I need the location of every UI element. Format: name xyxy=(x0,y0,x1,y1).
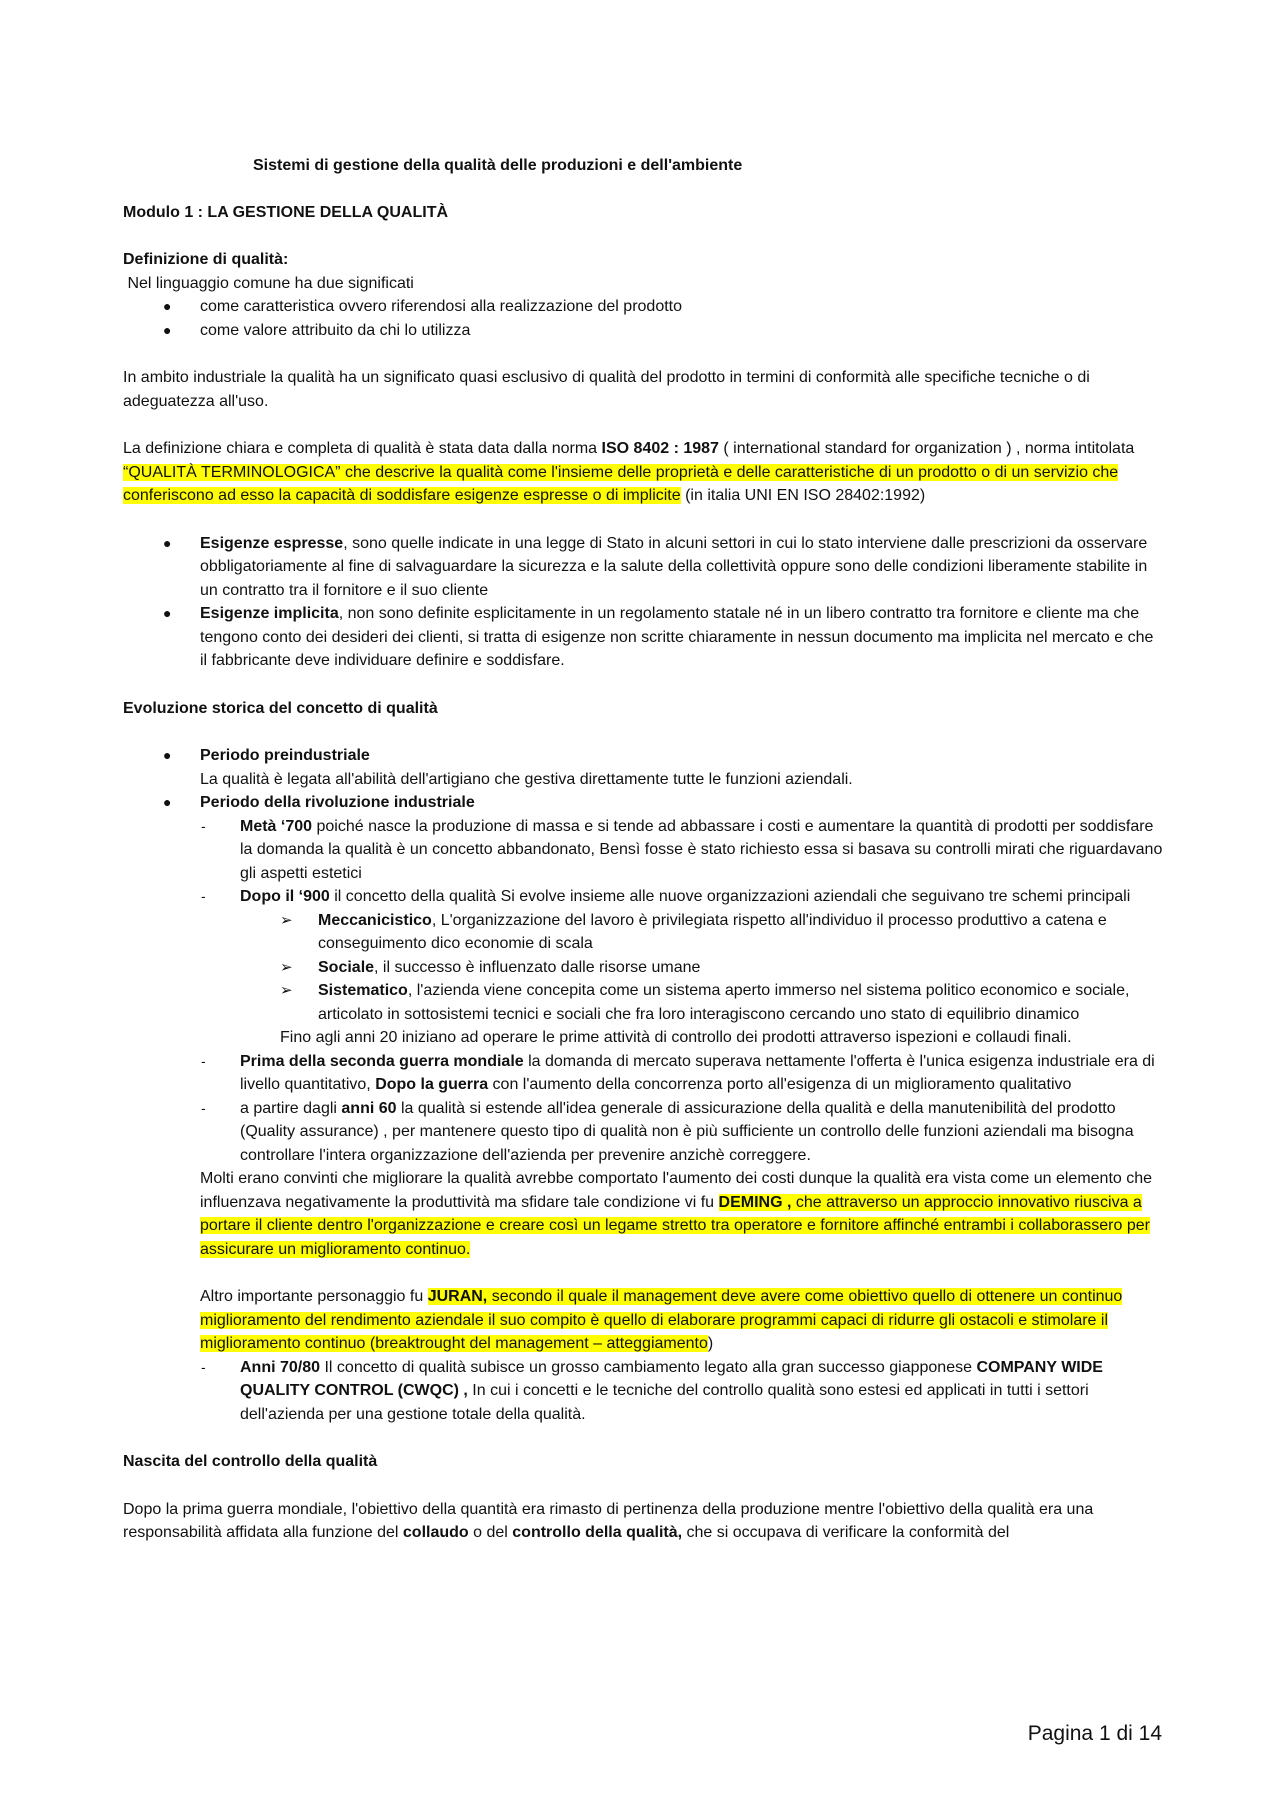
page-number: Pagina 1 di 14 xyxy=(1027,1722,1162,1745)
industrial-paragraph: In ambito industriale la qualità ha un significato quasi esclusivo di qualità del prodotto in termini di conformità alle specifiche tecniche o di adeguatezza all'uso. xyxy=(123,369,1090,410)
document-body xyxy=(123,154,1163,1545)
revolution-sublist-continued xyxy=(123,1050,1163,1168)
list-item: ➢ Sistematico, l'azienda viene concepita come un sistema aperto immerso nel sistema politico economico e sociale, articolato in sottosistemi tecnici e sociali che fra loro interagiscono cercando uno stato di equilibrio dinamico xyxy=(123,979,1163,1026)
deming-name: DEMING , xyxy=(718,1193,792,1211)
list-item: - Prima della seconda guerra mondiale la domanda di mercato superava nettamente l'offerta è l'unica esigenza industriale era di livello quantitativo, Dopo la guerra con l'aumento della concorrenza porto all'esigenza di un miglioramento qualitativo xyxy=(123,1050,1163,1097)
meaning-list xyxy=(123,295,1163,342)
birth-paragraph: Dopo la prima guerra mondiale, l'obiettivo della quantità era rimasto di pertinenza della produzione mentre l'obiettivo della qualità era una responsabilità affidata alla funzione del collaudo o del controllo della qualità, che si occupava di verificare la conformità del xyxy=(123,1500,1094,1541)
juran-name: JURAN, xyxy=(427,1288,488,1305)
juran-paragraph: Altro importante personaggio fu JURAN, secondo il quale il management deve avere come obiettivo quello di ottenere un continuo miglioramento del rendimento aziendale il suo compito è quello di elaborare programmi capaci di ridurre gli ostacoli e stimolare il miglioramento continuo (breaktrought del management – atteggiamento) xyxy=(200,1288,1123,1352)
bullet-icon: ● xyxy=(163,747,172,763)
arrow-bullet-icon: ➢ xyxy=(280,982,293,999)
list-item: ● Esigenze espresse, sono quelle indicate in una legge di Stato in alcuni settori in cui lo stato interviene dalle prescrizioni da osservare obbligatoriamente al fine di salvaguardare la sicurezza e la salute della collettività oppure sono delle condizioni liberamente stabilite in un contratto tra il fornitore e il suo cliente xyxy=(123,532,1163,603)
dash-icon: - xyxy=(201,1358,206,1375)
list-item: - Metà ‘700 poiché nasce la produzione di massa e si tende ad abbassare i costi e aumentare la quantità di prodotti per soddisfare la domanda la qualità è un concetto abbandonato, Bensì fosse è stato richiesto essa si basava su controlli mirati che riguardavano gli aspetti estetici xyxy=(123,815,1163,886)
list-item: ● come caratteristica ovvero riferendosi alla realizzazione del prodotto xyxy=(123,295,1163,319)
controls-paragraph: Fino agli anni 20 iniziano ad operare le prime attività di controllo dei prodotti attraverso ispezioni e collaudi finali. xyxy=(280,1029,1072,1046)
arrow-bullet-icon: ➢ xyxy=(280,911,293,929)
document-title: Sistemi di gestione della qualità delle produzioni e dell'ambiente xyxy=(253,157,743,174)
revolution-sublist xyxy=(123,815,1163,909)
arrow-bullet-icon: ➢ xyxy=(280,958,293,976)
list-item: ● Periodo preindustriale La qualità è legata all'abilità dell'artigiano che gestiva direttamente tutte le funzioni aziendali. xyxy=(123,744,1163,791)
bullet-icon: ● xyxy=(163,794,172,810)
list-item: - a partire dagli anni 60 la qualità si estende all'idea generale di assicurazione della qualità e della manutenibilità del prodotto (Quality assurance) , per mantenere questo tipo di qualità non è più sufficiente un controllo delle funzioni aziendali ma bisogna controllare l'intera organizzazione dell'azienda per prevenire anzichè correggere. xyxy=(123,1097,1163,1168)
periods-list xyxy=(123,744,1163,815)
iso-definition-paragraph: La definizione chiara e completa di qualità è stata data dalla norma ISO 8402 : 1987 ( international standard for organization ) , norma intitolata “QUALITÀ TERMINOLOGICA” che descrive la qualità come l'insieme delle proprietà e delle caratteristiche di un prodotto o di un servizio che conferiscono ad esso la capacità di soddisfare esigenze espresse o di implicite (in italia UNI EN ISO 28402:1992) xyxy=(123,440,1135,504)
bullet-icon: ● xyxy=(163,534,172,551)
list-item: ● Periodo della rivoluzione industriale xyxy=(123,791,1163,815)
dash-icon: - xyxy=(201,1052,206,1069)
needs-list xyxy=(123,532,1163,673)
list-item: ● come valore attribuito da chi lo utilizza xyxy=(123,319,1163,343)
list-item: ➢ Meccanicistico, L'organizzazione del lavoro è privilegiata rispetto all'individuo il processo produttivo a catena e conseguimento dico economie di scala xyxy=(123,909,1163,956)
dash-icon: - xyxy=(201,888,206,904)
cwqc-list xyxy=(123,1356,1163,1427)
bullet-icon: ● xyxy=(163,321,172,338)
bullet-icon: ● xyxy=(163,605,172,621)
definition-heading: Definizione di qualità: xyxy=(123,251,289,268)
evolution-heading: Evoluzione storica del concetto di qualità xyxy=(123,699,438,717)
deming-paragraph: Molti erano convinti che migliorare la qualità avrebbe comportato l'aumento dei costi dunque la qualità era vista come un elemento che influenzava negativamente la produttività ma sfidare tale condizione vi fu DEMING , che attraverso un approccio innovativo riusciva a portare il cliente dentro l'organizzazione e creare così un legame stretto tra operatore e fornitore affinché entrambi i collaborassero per assicurare un miglioramento continuo. xyxy=(200,1170,1153,1258)
birth-heading: Nascita del controllo della qualità xyxy=(123,1453,378,1470)
bullet-icon: ● xyxy=(163,298,172,314)
list-item: - Dopo il ‘900 il concetto della qualità Si evolve insieme alle nuove organizzazioni aziendali che seguivano tre schemi principali xyxy=(123,885,1163,909)
highlighted-definition: “QUALITÀ TERMINOLOGICA” che descrive la qualità come l'insieme delle proprietà e delle caratteristiche di un prodotto o di un servizio che conferiscono ad esso la capacità di soddisfare esigenze espresse o di implicite xyxy=(123,463,1119,504)
dash-icon: - xyxy=(201,817,206,834)
definition-intro: Nel linguaggio comune ha due significati xyxy=(127,274,414,292)
dash-icon: - xyxy=(201,1099,206,1116)
list-item: ➢ Sociale, il successo è influenzato dalle risorse umane xyxy=(123,956,1163,980)
list-item: ● Esigenze implicita, non sono definite esplicitamente in un regolamento statale né in un libero contratto tra fornitore e cliente ma che tengono conto dei desideri dei clienti, si tratta di esigenze non scritte chiaramente in nessun documento ma implicita nel mercato e che il fabbricante deve individuare definire e soddisfare. xyxy=(123,602,1163,673)
module-title: Modulo 1 : LA GESTIONE DELLA QUALITÀ xyxy=(123,203,449,221)
schemes-list xyxy=(123,909,1163,1027)
list-item: - Anni 70/80 Il concetto di qualità subisce un grosso cambiamento legato alla gran successo giapponese COMPANY WIDE QUALITY CONTROL (CWQC) , In cui i concetti e le tecniche del controllo qualità sono estesi ed applicati in tutti i settori dell'azienda per una gestione totale della qualità. xyxy=(123,1356,1163,1427)
